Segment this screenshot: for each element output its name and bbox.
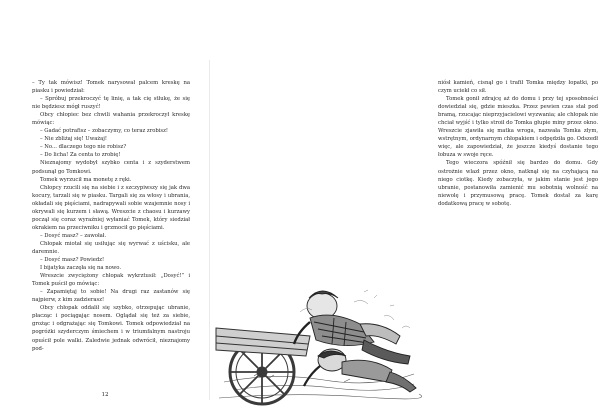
- paragraph: I bijatyka zaczęła się na nowo.: [40, 265, 122, 272]
- paragraph: Tomek gonił zdrajcę aż do domu i przy tej sposobności dowiedział się, gdzie mieszka. Przez pewien czas stał pod bramą, rzucając nieprzyjacielowi wyzwania; ale chłopak nie chciał wyjść i tylko stroił do Tomka głupie miny przez okno. Wreszcie zjawiła się matka wroga, nazwała Tomka złym, wstrętnym, ordynarnym chłopakiem i odpędziła go. Odszedł więc, ale zapowiedział, że jeszcze kiedyś dostanie tego łobuza w swoje ręce.: [438, 96, 598, 159]
- upper-boy: [294, 291, 410, 364]
- paragraph: Chłopak miotał się usiłując się wyrwać z uścisku, ale daremnie.: [32, 240, 190, 255]
- paragraph: Wreszcie zwyciężony chłopak wykrztusił: „Dosyć!” i Tomek puścił go mówiąc:: [32, 273, 190, 288]
- paragraph: – Do licha! Za centa to zrobię!: [40, 152, 121, 159]
- paragraph: niósł kamień, cisnął go i trafił Tomka między łopatki, po czym uciekł co sił.: [438, 80, 598, 95]
- paragraph: Obcy chłopiec bez chwili wahania przekroczył kreskę mówiąc:: [32, 112, 190, 127]
- paragraph: Obcy chłopak oddalił się szybko, otrzepując ubranie, płacząc i pociągając nosem. Oglądał się też za siebie, grożąc i odgrażając się Tomkowi. Tomek odpowiedział na pogróżki szyderczym śmiechem i w triumfalnym nastroju opuścił pole walki. Zaledwie jednak odwrócił, nieznajomy pod-: [32, 305, 190, 352]
- paragraph: – Ty tak mówisz! Tomek narysował palcem kreskę na piasku i powiedział:: [32, 80, 190, 95]
- right-page-text: [438, 79, 598, 208]
- paragraph: – Dosyć masz? Powiedz!: [40, 257, 105, 264]
- paragraph: – Zapamiętaj to sobie! Na drugi raz zastanów się najpierw, z kim zadzierasz!: [32, 289, 190, 304]
- paragraph: Chłopcy rzucili się na siebie i z szczypiwszy się jak dwa kocury, tarzali się w piasku. Targali się za włosy i ubrania, okładali się pięściami, nadrapywali sobie wzajemnie nosy i okrywali się kurzem i sławą. Wreszcie z chaosu i kurzawy począł się coraz wyraźniej wyłaniać Tomek, który siedział okrakiem na przeciwniku i grzmocił go pięściami.: [32, 184, 190, 231]
- paragraph: – Spróbuj przekroczyć tę linię, a tak cię stłukę, że się nie będziesz mógł ruszyć!: [32, 96, 190, 111]
- left-page: [0, 0, 210, 420]
- page-number: 12: [101, 392, 109, 398]
- paragraph: Tego wieczora spóźnił się bardzo do domu. Gdy ostrożnie wlazł przez okno, natknął się na czyhającą na niego ciotkę. Kiedy zobaczyła, w jakim stanie jest jego ubranie, postanowiła zamienić mu sobotnią wolność na niewolę i przymusową pracę. Tomek dostał za karę dodatkową pracę w sobotę.: [438, 160, 598, 207]
- paragraph: – Dosyć masz? – zawołał.: [40, 232, 107, 239]
- paragraph: Nieznajomy wydobył szybko centa i z szyderstwem podsunął go Tomkowi.: [32, 160, 190, 175]
- paragraph: – Gadać potrafisz – zobaczymy, co teraz zrobisz!: [40, 128, 168, 135]
- fight-illustration: [214, 232, 420, 404]
- left-page-text: [32, 79, 190, 353]
- paragraph: Tomek wyrzucił ma monetę z ręki.: [40, 176, 132, 183]
- paragraph: – No... dlaczego tego nie robisz?: [40, 144, 127, 151]
- paragraph: – Nie zbliżaj się! Uważaj!: [40, 136, 108, 143]
